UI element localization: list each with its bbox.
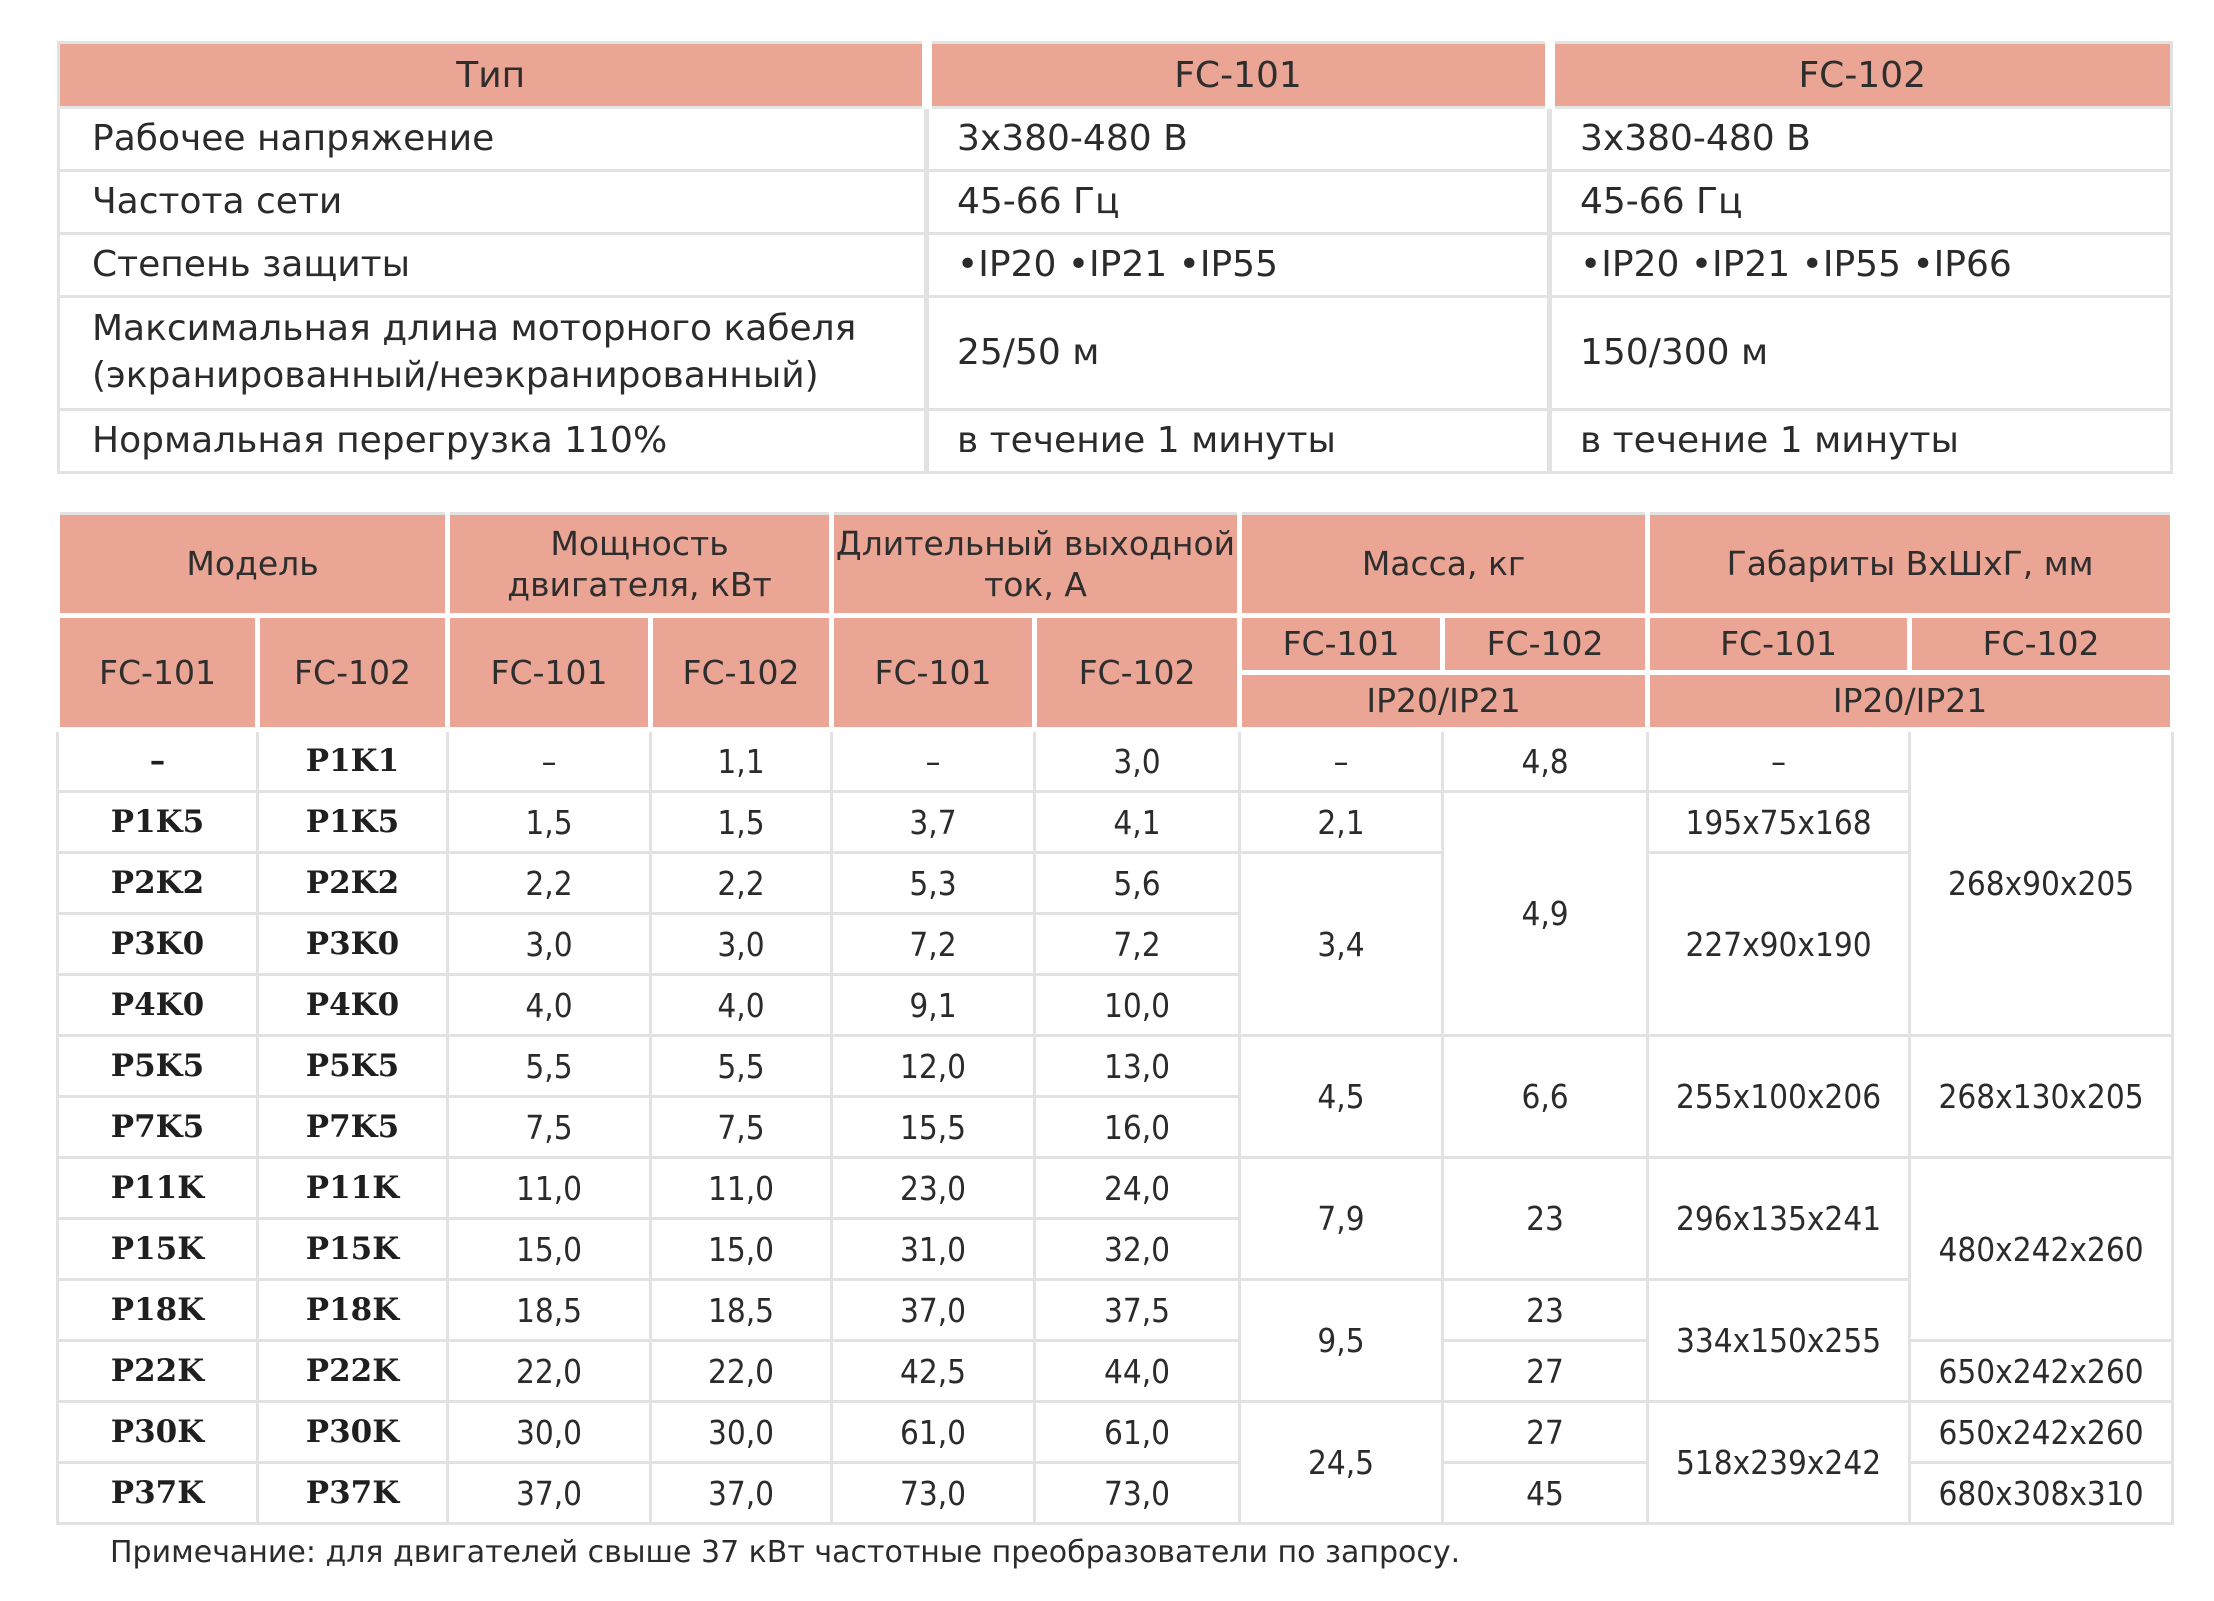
- current-fc101: 5,3: [832, 853, 1035, 914]
- spec-value-fc102: 3x380-480 В: [1550, 108, 2172, 171]
- model-fc102: P30K: [258, 1402, 448, 1463]
- current-fc101: 42,5: [832, 1341, 1035, 1402]
- header-current-fc102: FC-102: [1035, 616, 1240, 730]
- spec-value-fc101: 3x380-480 В: [927, 108, 1550, 171]
- model-fc101: P7K5: [58, 1097, 258, 1158]
- spec-value-fc101: 45-66 Гц: [927, 171, 1550, 234]
- current-fc101: 73,0: [832, 1463, 1035, 1524]
- mass-fc101: 3,4: [1240, 853, 1443, 1036]
- power-fc101: 5,5: [448, 1036, 651, 1097]
- mass-fc102: 27: [1443, 1341, 1648, 1402]
- spec-label-line1: Максимальная длина моторного кабеля: [92, 308, 857, 350]
- power-fc101: 18,5: [448, 1280, 651, 1341]
- header-mass-ip: IP20/IP21: [1240, 673, 1648, 730]
- spec-label-line2: (экранированный/неэкранированный): [92, 355, 819, 396]
- current-fc102: 3,0: [1035, 730, 1240, 792]
- current-fc102: 24,0: [1035, 1158, 1240, 1219]
- power-fc102: 4,0: [651, 975, 832, 1036]
- dims-fc102: 268x130x205: [1910, 1036, 2173, 1158]
- mass-fc102: 27: [1443, 1402, 1648, 1463]
- model-fc102: P37K: [258, 1463, 448, 1524]
- header-dims-ip: IP20/IP21: [1648, 673, 2173, 730]
- model-fc102: P3K0: [258, 914, 448, 975]
- header-mass-fc101: FC-101: [1240, 616, 1443, 673]
- dims-fc101: 255x100x206: [1648, 1036, 1910, 1158]
- mass-fc101: 2,1: [1240, 792, 1443, 853]
- header-mass: Масса, кг: [1240, 514, 1648, 616]
- current-fc102: 32,0: [1035, 1219, 1240, 1280]
- current-fc102: 61,0: [1035, 1402, 1240, 1463]
- model-fc101: P2K2: [58, 853, 258, 914]
- current-fc101: 23,0: [832, 1158, 1035, 1219]
- model-fc102: P7K5: [258, 1097, 448, 1158]
- mass-fc102: 4,8: [1443, 730, 1648, 792]
- dims-fc102: 680x308x310: [1910, 1463, 2173, 1524]
- current-fc101: 37,0: [832, 1280, 1035, 1341]
- model-fc101: P22K: [58, 1341, 258, 1402]
- header-power: Мощность двигателя, кВт: [448, 514, 832, 616]
- spec-value-fc102: •IP20 •IP21 •IP55 •IP66: [1550, 234, 2172, 297]
- spec-value-fc102: 150/300 м: [1550, 297, 2172, 410]
- power-fc102: 1,5: [651, 792, 832, 853]
- model-fc102: P1K1: [258, 730, 448, 792]
- header-current: Длительный выходной ток, А: [832, 514, 1240, 616]
- dims-fc101: 296x135x241: [1648, 1158, 1910, 1280]
- dims-fc101: –: [1648, 730, 1910, 792]
- current-fc102: 16,0: [1035, 1097, 1240, 1158]
- table-row: [58, 1036, 2173, 1097]
- model-fc101: P4K0: [58, 975, 258, 1036]
- dims-fc102: 480x242x260: [1910, 1158, 2173, 1341]
- model-fc101: P1K5: [58, 792, 258, 853]
- table-row: [58, 1402, 2173, 1463]
- power-fc102: 5,5: [651, 1036, 832, 1097]
- power-fc101: 7,5: [448, 1097, 651, 1158]
- power-fc102: 7,5: [651, 1097, 832, 1158]
- table-row: [58, 730, 2173, 792]
- power-fc101: 1,5: [448, 792, 651, 853]
- specs-header-fc101: FC-101: [927, 43, 1550, 108]
- spec-label: Нормальная перегрузка 110%: [59, 410, 927, 473]
- specs-header-fc102: FC-102: [1550, 43, 2172, 108]
- mass-fc102: 23: [1443, 1158, 1648, 1280]
- spec-value-fc102: 45-66 Гц: [1550, 171, 2172, 234]
- header-model-fc101: FC-101: [58, 616, 258, 730]
- spec-value-fc102: в течение 1 минуты: [1550, 410, 2172, 473]
- power-fc101: 22,0: [448, 1341, 651, 1402]
- table-row: [58, 1158, 2173, 1219]
- current-fc101: 9,1: [832, 975, 1035, 1036]
- model-fc102: P5K5: [258, 1036, 448, 1097]
- model-fc101: P15K: [58, 1219, 258, 1280]
- specs-row-voltage: [59, 108, 2172, 171]
- specs-row-frequency: [59, 171, 2172, 234]
- spec-value-fc101: в течение 1 минуты: [927, 410, 1550, 473]
- models-header-row-1: [58, 514, 2173, 616]
- specs-header-row: [59, 43, 2172, 108]
- power-fc102: 1,1: [651, 730, 832, 792]
- mass-fc102: 6,6: [1443, 1036, 1648, 1158]
- model-fc101: P11K: [58, 1158, 258, 1219]
- current-fc101: 15,5: [832, 1097, 1035, 1158]
- spec-label: [59, 297, 927, 410]
- current-fc102: 4,1: [1035, 792, 1240, 853]
- header-dims-fc102: FC-102: [1910, 616, 2173, 673]
- current-fc102: 7,2: [1035, 914, 1240, 975]
- model-fc102: P1K5: [258, 792, 448, 853]
- model-fc101: P37K: [58, 1463, 258, 1524]
- spec-value-fc101: 25/50 м: [927, 297, 1550, 410]
- header-dims: Габариты ВxШxГ, мм: [1648, 514, 2173, 616]
- power-fc101: 11,0: [448, 1158, 651, 1219]
- model-fc102: P11K: [258, 1158, 448, 1219]
- power-fc102: 3,0: [651, 914, 832, 975]
- spec-label: Частота сети: [59, 171, 927, 234]
- specs-row-cable: [59, 297, 2172, 410]
- power-fc102: 30,0: [651, 1402, 832, 1463]
- table-row: [58, 853, 2173, 914]
- model-fc101: P3K0: [58, 914, 258, 975]
- models-header-row-2: [58, 616, 2173, 673]
- dims-fc102: 650x242x260: [1910, 1402, 2173, 1463]
- models-table: [55, 512, 2175, 1525]
- model-fc102: P22K: [258, 1341, 448, 1402]
- spec-label: Рабочее напряжение: [59, 108, 927, 171]
- current-fc102: 73,0: [1035, 1463, 1240, 1524]
- power-fc101: 15,0: [448, 1219, 651, 1280]
- model-fc101: –: [58, 730, 258, 792]
- header-model-fc102: FC-102: [258, 616, 448, 730]
- power-fc102: 18,5: [651, 1280, 832, 1341]
- power-fc102: 15,0: [651, 1219, 832, 1280]
- model-fc101: P18K: [58, 1280, 258, 1341]
- dims-fc101: 334x150x255: [1648, 1280, 1910, 1402]
- power-fc102: 37,0: [651, 1463, 832, 1524]
- current-fc102: 44,0: [1035, 1341, 1240, 1402]
- mass-fc101: 9,5: [1240, 1280, 1443, 1402]
- mass-fc101: 7,9: [1240, 1158, 1443, 1280]
- table-row: [58, 1280, 2173, 1341]
- model-fc102: P15K: [258, 1219, 448, 1280]
- power-fc101: 30,0: [448, 1402, 651, 1463]
- current-fc101: –: [832, 730, 1035, 792]
- power-fc102: 11,0: [651, 1158, 832, 1219]
- current-fc101: 61,0: [832, 1402, 1035, 1463]
- power-fc102: 22,0: [651, 1341, 832, 1402]
- power-fc102: 2,2: [651, 853, 832, 914]
- footnote: Примечание: для двигателей свыше 37 кВт частотные преобразователи по запросу.: [110, 1535, 1461, 1570]
- header-model: Модель: [58, 514, 448, 616]
- specs-header-type: Тип: [59, 43, 927, 108]
- model-fc102: P18K: [258, 1280, 448, 1341]
- mass-fc102: 23: [1443, 1280, 1648, 1341]
- power-fc101: –: [448, 730, 651, 792]
- spec-value-fc101: •IP20 •IP21 •IP55: [927, 234, 1550, 297]
- current-fc101: 31,0: [832, 1219, 1035, 1280]
- dims-fc102: 268x90x205: [1910, 730, 2173, 1036]
- specs-table: [57, 41, 2173, 474]
- current-fc102: 13,0: [1035, 1036, 1240, 1097]
- dims-fc101: 227x90x190: [1648, 853, 1910, 1036]
- model-fc102: P4K0: [258, 975, 448, 1036]
- specs-row-overload: [59, 410, 2172, 473]
- header-power-fc101: FC-101: [448, 616, 651, 730]
- mass-fc101: 4,5: [1240, 1036, 1443, 1158]
- mass-fc101: –: [1240, 730, 1443, 792]
- mass-fc102: 4,9: [1443, 792, 1648, 1036]
- model-fc102: P2K2: [258, 853, 448, 914]
- power-fc101: 4,0: [448, 975, 651, 1036]
- dims-fc101: 195x75x168: [1648, 792, 1910, 853]
- power-fc101: 2,2: [448, 853, 651, 914]
- current-fc102: 37,5: [1035, 1280, 1240, 1341]
- header-current-fc101: FC-101: [832, 616, 1035, 730]
- power-fc101: 37,0: [448, 1463, 651, 1524]
- current-fc101: 3,7: [832, 792, 1035, 853]
- table-row: [58, 792, 2173, 853]
- mass-fc101: 24,5: [1240, 1402, 1443, 1524]
- current-fc101: 7,2: [832, 914, 1035, 975]
- specs-row-protection: [59, 234, 2172, 297]
- current-fc102: 5,6: [1035, 853, 1240, 914]
- header-mass-fc102: FC-102: [1443, 616, 1648, 673]
- model-fc101: P5K5: [58, 1036, 258, 1097]
- dims-fc102: 650x242x260: [1910, 1341, 2173, 1402]
- dims-fc101: 518x239x242: [1648, 1402, 1910, 1524]
- current-fc102: 10,0: [1035, 975, 1240, 1036]
- spec-label: Степень защиты: [59, 234, 927, 297]
- model-fc101: P30K: [58, 1402, 258, 1463]
- header-power-fc102: FC-102: [651, 616, 832, 730]
- header-dims-fc101: FC-101: [1648, 616, 1910, 673]
- mass-fc102: 45: [1443, 1463, 1648, 1524]
- power-fc101: 3,0: [448, 914, 651, 975]
- current-fc101: 12,0: [832, 1036, 1035, 1097]
